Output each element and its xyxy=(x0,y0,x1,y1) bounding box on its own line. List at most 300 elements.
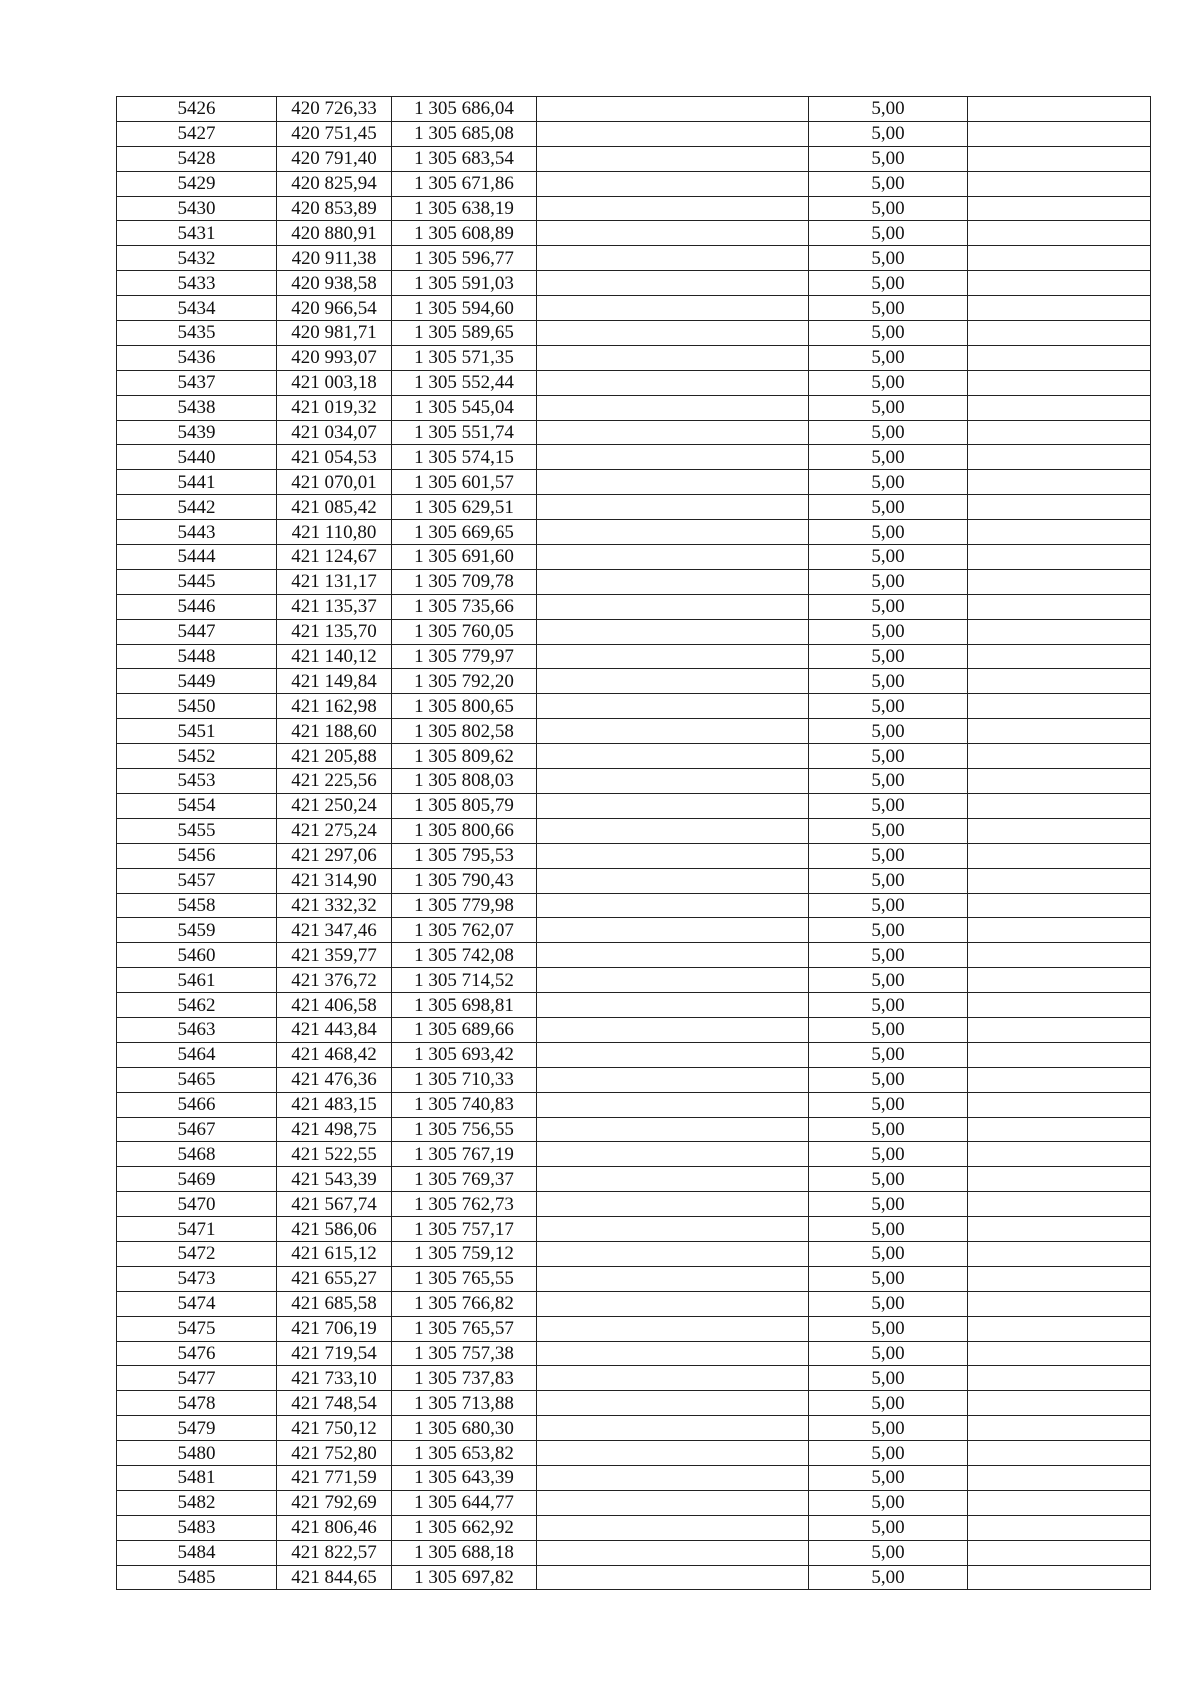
y-coordinate-cell: 1 305 685,08 xyxy=(392,121,537,146)
point-number-cell: 5437 xyxy=(117,370,277,395)
point-number-cell: 5428 xyxy=(117,146,277,171)
empty-cell xyxy=(537,1067,809,1092)
empty-cell xyxy=(537,1316,809,1341)
value-cell: 5,00 xyxy=(809,1167,968,1192)
table-row xyxy=(117,1465,1151,1490)
table-row xyxy=(117,1042,1151,1067)
y-coordinate-cell: 1 305 802,58 xyxy=(392,719,537,744)
point-number-cell: 5481 xyxy=(117,1465,277,1490)
y-coordinate-cell: 1 305 671,86 xyxy=(392,171,537,196)
y-coordinate-cell: 1 305 680,30 xyxy=(392,1416,537,1441)
x-coordinate-cell: 421 376,72 xyxy=(277,968,392,993)
point-number-cell: 5453 xyxy=(117,769,277,794)
empty-cell xyxy=(537,321,809,346)
point-number-cell: 5484 xyxy=(117,1540,277,1565)
table-row xyxy=(117,345,1151,370)
empty-cell xyxy=(968,868,1151,893)
x-coordinate-cell: 421 719,54 xyxy=(277,1341,392,1366)
point-number-cell: 5465 xyxy=(117,1067,277,1092)
point-number-cell: 5444 xyxy=(117,545,277,570)
y-coordinate-cell: 1 305 765,57 xyxy=(392,1316,537,1341)
value-cell: 5,00 xyxy=(809,271,968,296)
x-coordinate-cell: 420 825,94 xyxy=(277,171,392,196)
y-coordinate-cell: 1 305 653,82 xyxy=(392,1441,537,1466)
value-cell: 5,00 xyxy=(809,171,968,196)
empty-cell xyxy=(968,1316,1151,1341)
empty-cell xyxy=(537,1042,809,1067)
table-row xyxy=(117,221,1151,246)
empty-cell xyxy=(537,968,809,993)
value-cell: 5,00 xyxy=(809,146,968,171)
value-cell: 5,00 xyxy=(809,221,968,246)
empty-cell xyxy=(968,345,1151,370)
empty-cell xyxy=(968,1042,1151,1067)
table-row xyxy=(117,1391,1151,1416)
x-coordinate-cell: 421 162,98 xyxy=(277,694,392,719)
point-number-cell: 5451 xyxy=(117,719,277,744)
y-coordinate-cell: 1 305 643,39 xyxy=(392,1465,537,1490)
table-row xyxy=(117,470,1151,495)
table-row xyxy=(117,1366,1151,1391)
y-coordinate-cell: 1 305 551,74 xyxy=(392,420,537,445)
empty-cell xyxy=(537,594,809,619)
x-coordinate-cell: 421 297,06 xyxy=(277,843,392,868)
empty-cell xyxy=(968,893,1151,918)
empty-cell xyxy=(968,818,1151,843)
point-number-cell: 5478 xyxy=(117,1391,277,1416)
table-row xyxy=(117,1266,1151,1291)
value-cell: 5,00 xyxy=(809,818,968,843)
value-cell: 5,00 xyxy=(809,694,968,719)
x-coordinate-cell: 420 751,45 xyxy=(277,121,392,146)
value-cell: 5,00 xyxy=(809,669,968,694)
table-row xyxy=(117,395,1151,420)
y-coordinate-cell: 1 305 757,38 xyxy=(392,1341,537,1366)
y-coordinate-cell: 1 305 735,66 xyxy=(392,594,537,619)
empty-cell xyxy=(537,395,809,420)
table-body xyxy=(117,97,1151,1590)
empty-cell xyxy=(537,1441,809,1466)
table-row xyxy=(117,495,1151,520)
value-cell: 5,00 xyxy=(809,793,968,818)
value-cell: 5,00 xyxy=(809,420,968,445)
value-cell: 5,00 xyxy=(809,1291,968,1316)
x-coordinate-cell: 421 733,10 xyxy=(277,1366,392,1391)
x-coordinate-cell: 421 347,46 xyxy=(277,918,392,943)
empty-cell xyxy=(968,420,1151,445)
x-coordinate-cell: 421 567,74 xyxy=(277,1192,392,1217)
table-row xyxy=(117,420,1151,445)
empty-cell xyxy=(537,171,809,196)
empty-cell xyxy=(968,1117,1151,1142)
x-coordinate-cell: 421 225,56 xyxy=(277,769,392,794)
value-cell: 5,00 xyxy=(809,1341,968,1366)
empty-cell xyxy=(968,196,1151,221)
x-coordinate-cell: 421 250,24 xyxy=(277,793,392,818)
empty-cell xyxy=(968,221,1151,246)
x-coordinate-cell: 421 476,36 xyxy=(277,1067,392,1092)
empty-cell xyxy=(968,1540,1151,1565)
point-number-cell: 5455 xyxy=(117,818,277,843)
point-number-cell: 5459 xyxy=(117,918,277,943)
table-row xyxy=(117,1316,1151,1341)
x-coordinate-cell: 421 406,58 xyxy=(277,993,392,1018)
x-coordinate-cell: 421 586,06 xyxy=(277,1217,392,1242)
empty-cell xyxy=(537,121,809,146)
y-coordinate-cell: 1 305 756,55 xyxy=(392,1117,537,1142)
x-coordinate-cell: 421 188,60 xyxy=(277,719,392,744)
empty-cell xyxy=(537,569,809,594)
x-coordinate-cell: 420 853,89 xyxy=(277,196,392,221)
point-number-cell: 5460 xyxy=(117,943,277,968)
empty-cell xyxy=(968,1241,1151,1266)
empty-cell xyxy=(968,1092,1151,1117)
empty-cell xyxy=(968,1017,1151,1042)
y-coordinate-cell: 1 305 688,18 xyxy=(392,1540,537,1565)
table-row xyxy=(117,1291,1151,1316)
empty-cell xyxy=(968,370,1151,395)
point-number-cell: 5477 xyxy=(117,1366,277,1391)
y-coordinate-cell: 1 305 691,60 xyxy=(392,545,537,570)
point-number-cell: 5463 xyxy=(117,1017,277,1042)
value-cell: 5,00 xyxy=(809,843,968,868)
x-coordinate-cell: 421 685,58 xyxy=(277,1291,392,1316)
empty-cell xyxy=(968,569,1151,594)
y-coordinate-cell: 1 305 574,15 xyxy=(392,445,537,470)
y-coordinate-cell: 1 305 669,65 xyxy=(392,520,537,545)
y-coordinate-cell: 1 305 757,17 xyxy=(392,1217,537,1242)
y-coordinate-cell: 1 305 766,82 xyxy=(392,1291,537,1316)
x-coordinate-cell: 420 791,40 xyxy=(277,146,392,171)
table-row xyxy=(117,893,1151,918)
empty-cell xyxy=(968,1217,1151,1242)
table-row xyxy=(117,1017,1151,1042)
point-number-cell: 5452 xyxy=(117,744,277,769)
empty-cell xyxy=(968,594,1151,619)
empty-cell xyxy=(968,520,1151,545)
empty-cell xyxy=(537,1266,809,1291)
value-cell: 5,00 xyxy=(809,395,968,420)
x-coordinate-cell: 421 332,32 xyxy=(277,893,392,918)
empty-cell xyxy=(537,221,809,246)
point-number-cell: 5474 xyxy=(117,1291,277,1316)
empty-cell xyxy=(537,545,809,570)
table-row xyxy=(117,1092,1151,1117)
y-coordinate-cell: 1 305 710,33 xyxy=(392,1067,537,1092)
empty-cell xyxy=(537,1465,809,1490)
empty-cell xyxy=(537,644,809,669)
y-coordinate-cell: 1 305 767,19 xyxy=(392,1142,537,1167)
value-cell: 5,00 xyxy=(809,1565,968,1590)
empty-cell xyxy=(968,619,1151,644)
empty-cell xyxy=(968,1465,1151,1490)
empty-cell xyxy=(537,520,809,545)
table-row xyxy=(117,943,1151,968)
empty-cell xyxy=(537,1217,809,1242)
point-number-cell: 5464 xyxy=(117,1042,277,1067)
empty-cell xyxy=(537,296,809,321)
empty-cell xyxy=(968,445,1151,470)
y-coordinate-cell: 1 305 779,98 xyxy=(392,893,537,918)
value-cell: 5,00 xyxy=(809,1441,968,1466)
x-coordinate-cell: 421 054,53 xyxy=(277,445,392,470)
table-row xyxy=(117,569,1151,594)
empty-cell xyxy=(537,196,809,221)
empty-cell xyxy=(968,1067,1151,1092)
y-coordinate-cell: 1 305 608,89 xyxy=(392,221,537,246)
x-coordinate-cell: 421 314,90 xyxy=(277,868,392,893)
point-number-cell: 5427 xyxy=(117,121,277,146)
value-cell: 5,00 xyxy=(809,594,968,619)
value-cell: 5,00 xyxy=(809,545,968,570)
y-coordinate-cell: 1 305 683,54 xyxy=(392,146,537,171)
empty-cell xyxy=(968,843,1151,868)
y-coordinate-cell: 1 305 759,12 xyxy=(392,1241,537,1266)
y-coordinate-cell: 1 305 571,35 xyxy=(392,345,537,370)
x-coordinate-cell: 421 205,88 xyxy=(277,744,392,769)
point-number-cell: 5440 xyxy=(117,445,277,470)
point-number-cell: 5467 xyxy=(117,1117,277,1142)
empty-cell xyxy=(968,1142,1151,1167)
value-cell: 5,00 xyxy=(809,968,968,993)
empty-cell xyxy=(537,420,809,445)
table-row xyxy=(117,1217,1151,1242)
point-number-cell: 5454 xyxy=(117,793,277,818)
empty-cell xyxy=(968,719,1151,744)
table-row xyxy=(117,968,1151,993)
y-coordinate-cell: 1 305 713,88 xyxy=(392,1391,537,1416)
empty-cell xyxy=(968,1391,1151,1416)
empty-cell xyxy=(537,868,809,893)
point-number-cell: 5441 xyxy=(117,470,277,495)
y-coordinate-cell: 1 305 693,42 xyxy=(392,1042,537,1067)
x-coordinate-cell: 421 085,42 xyxy=(277,495,392,520)
table-row xyxy=(117,1192,1151,1217)
point-number-cell: 5471 xyxy=(117,1217,277,1242)
value-cell: 5,00 xyxy=(809,1142,968,1167)
value-cell: 5,00 xyxy=(809,993,968,1018)
empty-cell xyxy=(968,1565,1151,1590)
table-row xyxy=(117,271,1151,296)
value-cell: 5,00 xyxy=(809,121,968,146)
empty-cell xyxy=(968,121,1151,146)
x-coordinate-cell: 421 070,01 xyxy=(277,470,392,495)
empty-cell xyxy=(968,321,1151,346)
value-cell: 5,00 xyxy=(809,445,968,470)
value-cell: 5,00 xyxy=(809,1067,968,1092)
empty-cell xyxy=(537,1515,809,1540)
table-row xyxy=(117,1067,1151,1092)
empty-cell xyxy=(537,1341,809,1366)
empty-cell xyxy=(968,395,1151,420)
x-coordinate-cell: 421 135,37 xyxy=(277,594,392,619)
x-coordinate-cell: 420 726,33 xyxy=(277,97,392,122)
empty-cell xyxy=(968,495,1151,520)
empty-cell xyxy=(537,246,809,271)
empty-cell xyxy=(968,171,1151,196)
table-row xyxy=(117,146,1151,171)
table-row xyxy=(117,644,1151,669)
y-coordinate-cell: 1 305 762,07 xyxy=(392,918,537,943)
y-coordinate-cell: 1 305 697,82 xyxy=(392,1565,537,1590)
y-coordinate-cell: 1 305 760,05 xyxy=(392,619,537,644)
table-row xyxy=(117,520,1151,545)
point-number-cell: 5439 xyxy=(117,420,277,445)
y-coordinate-cell: 1 305 629,51 xyxy=(392,495,537,520)
point-number-cell: 5430 xyxy=(117,196,277,221)
x-coordinate-cell: 420 981,71 xyxy=(277,321,392,346)
point-number-cell: 5431 xyxy=(117,221,277,246)
empty-cell xyxy=(537,943,809,968)
x-coordinate-cell: 421 806,46 xyxy=(277,1515,392,1540)
x-coordinate-cell: 421 844,65 xyxy=(277,1565,392,1590)
value-cell: 5,00 xyxy=(809,1391,968,1416)
point-number-cell: 5473 xyxy=(117,1266,277,1291)
y-coordinate-cell: 1 305 589,65 xyxy=(392,321,537,346)
value-cell: 5,00 xyxy=(809,619,968,644)
x-coordinate-cell: 421 149,84 xyxy=(277,669,392,694)
value-cell: 5,00 xyxy=(809,1117,968,1142)
value-cell: 5,00 xyxy=(809,370,968,395)
value-cell: 5,00 xyxy=(809,1490,968,1515)
point-number-cell: 5475 xyxy=(117,1316,277,1341)
value-cell: 5,00 xyxy=(809,495,968,520)
x-coordinate-cell: 421 110,80 xyxy=(277,520,392,545)
x-coordinate-cell: 421 522,55 xyxy=(277,1142,392,1167)
value-cell: 5,00 xyxy=(809,1042,968,1067)
table-row xyxy=(117,793,1151,818)
table-row xyxy=(117,694,1151,719)
empty-cell xyxy=(537,843,809,868)
table-row xyxy=(117,818,1151,843)
empty-cell xyxy=(537,1167,809,1192)
x-coordinate-cell: 421 483,15 xyxy=(277,1092,392,1117)
empty-cell xyxy=(537,271,809,296)
point-number-cell: 5458 xyxy=(117,893,277,918)
empty-cell xyxy=(537,669,809,694)
y-coordinate-cell: 1 305 644,77 xyxy=(392,1490,537,1515)
value-cell: 5,00 xyxy=(809,1092,968,1117)
point-number-cell: 5446 xyxy=(117,594,277,619)
empty-cell xyxy=(537,1391,809,1416)
point-number-cell: 5443 xyxy=(117,520,277,545)
point-number-cell: 5434 xyxy=(117,296,277,321)
empty-cell xyxy=(537,1092,809,1117)
y-coordinate-cell: 1 305 769,37 xyxy=(392,1167,537,1192)
value-cell: 5,00 xyxy=(809,644,968,669)
x-coordinate-cell: 421 655,27 xyxy=(277,1266,392,1291)
empty-cell xyxy=(537,1540,809,1565)
table-row xyxy=(117,993,1151,1018)
y-coordinate-cell: 1 305 765,55 xyxy=(392,1266,537,1291)
point-number-cell: 5449 xyxy=(117,669,277,694)
x-coordinate-cell: 421 792,69 xyxy=(277,1490,392,1515)
empty-cell xyxy=(537,694,809,719)
empty-cell xyxy=(968,470,1151,495)
x-coordinate-cell: 420 938,58 xyxy=(277,271,392,296)
x-coordinate-cell: 421 443,84 xyxy=(277,1017,392,1042)
point-number-cell: 5436 xyxy=(117,345,277,370)
table-row xyxy=(117,744,1151,769)
y-coordinate-cell: 1 305 545,04 xyxy=(392,395,537,420)
table-row xyxy=(117,1142,1151,1167)
table-row xyxy=(117,246,1151,271)
x-coordinate-cell: 421 543,39 xyxy=(277,1167,392,1192)
table-row xyxy=(117,843,1151,868)
value-cell: 5,00 xyxy=(809,868,968,893)
point-number-cell: 5482 xyxy=(117,1490,277,1515)
table-row xyxy=(117,1490,1151,1515)
point-number-cell: 5433 xyxy=(117,271,277,296)
x-coordinate-cell: 420 911,38 xyxy=(277,246,392,271)
x-coordinate-cell: 421 140,12 xyxy=(277,644,392,669)
point-number-cell: 5472 xyxy=(117,1241,277,1266)
table-row xyxy=(117,121,1151,146)
y-coordinate-cell: 1 305 709,78 xyxy=(392,569,537,594)
value-cell: 5,00 xyxy=(809,1017,968,1042)
y-coordinate-cell: 1 305 792,20 xyxy=(392,669,537,694)
empty-cell xyxy=(968,1266,1151,1291)
x-coordinate-cell: 421 019,32 xyxy=(277,395,392,420)
y-coordinate-cell: 1 305 800,65 xyxy=(392,694,537,719)
table-row xyxy=(117,1167,1151,1192)
empty-cell xyxy=(968,1192,1151,1217)
empty-cell xyxy=(537,495,809,520)
y-coordinate-cell: 1 305 740,83 xyxy=(392,1092,537,1117)
table-row xyxy=(117,1441,1151,1466)
empty-cell xyxy=(537,370,809,395)
empty-cell xyxy=(537,1291,809,1316)
empty-cell xyxy=(968,1441,1151,1466)
value-cell: 5,00 xyxy=(809,470,968,495)
table-row xyxy=(117,619,1151,644)
point-number-cell: 5470 xyxy=(117,1192,277,1217)
table-row xyxy=(117,1241,1151,1266)
value-cell: 5,00 xyxy=(809,744,968,769)
value-cell: 5,00 xyxy=(809,719,968,744)
y-coordinate-cell: 1 305 591,03 xyxy=(392,271,537,296)
value-cell: 5,00 xyxy=(809,1366,968,1391)
empty-cell xyxy=(968,1515,1151,1540)
point-number-cell: 5435 xyxy=(117,321,277,346)
point-number-cell: 5447 xyxy=(117,619,277,644)
table-row xyxy=(117,1341,1151,1366)
value-cell: 5,00 xyxy=(809,1241,968,1266)
table-row xyxy=(117,719,1151,744)
y-coordinate-cell: 1 305 742,08 xyxy=(392,943,537,968)
x-coordinate-cell: 420 993,07 xyxy=(277,345,392,370)
empty-cell xyxy=(968,993,1151,1018)
table-row xyxy=(117,1565,1151,1590)
coordinates-table xyxy=(116,96,1151,1590)
empty-cell xyxy=(537,1017,809,1042)
empty-cell xyxy=(968,769,1151,794)
x-coordinate-cell: 421 124,67 xyxy=(277,545,392,570)
point-number-cell: 5462 xyxy=(117,993,277,1018)
y-coordinate-cell: 1 305 808,03 xyxy=(392,769,537,794)
x-coordinate-cell: 421 752,80 xyxy=(277,1441,392,1466)
empty-cell xyxy=(968,1291,1151,1316)
table-row xyxy=(117,296,1151,321)
table-row xyxy=(117,1117,1151,1142)
empty-cell xyxy=(537,793,809,818)
empty-cell xyxy=(537,146,809,171)
y-coordinate-cell: 1 305 779,97 xyxy=(392,644,537,669)
y-coordinate-cell: 1 305 790,43 xyxy=(392,868,537,893)
table-row xyxy=(117,594,1151,619)
x-coordinate-cell: 421 468,42 xyxy=(277,1042,392,1067)
value-cell: 5,00 xyxy=(809,1192,968,1217)
